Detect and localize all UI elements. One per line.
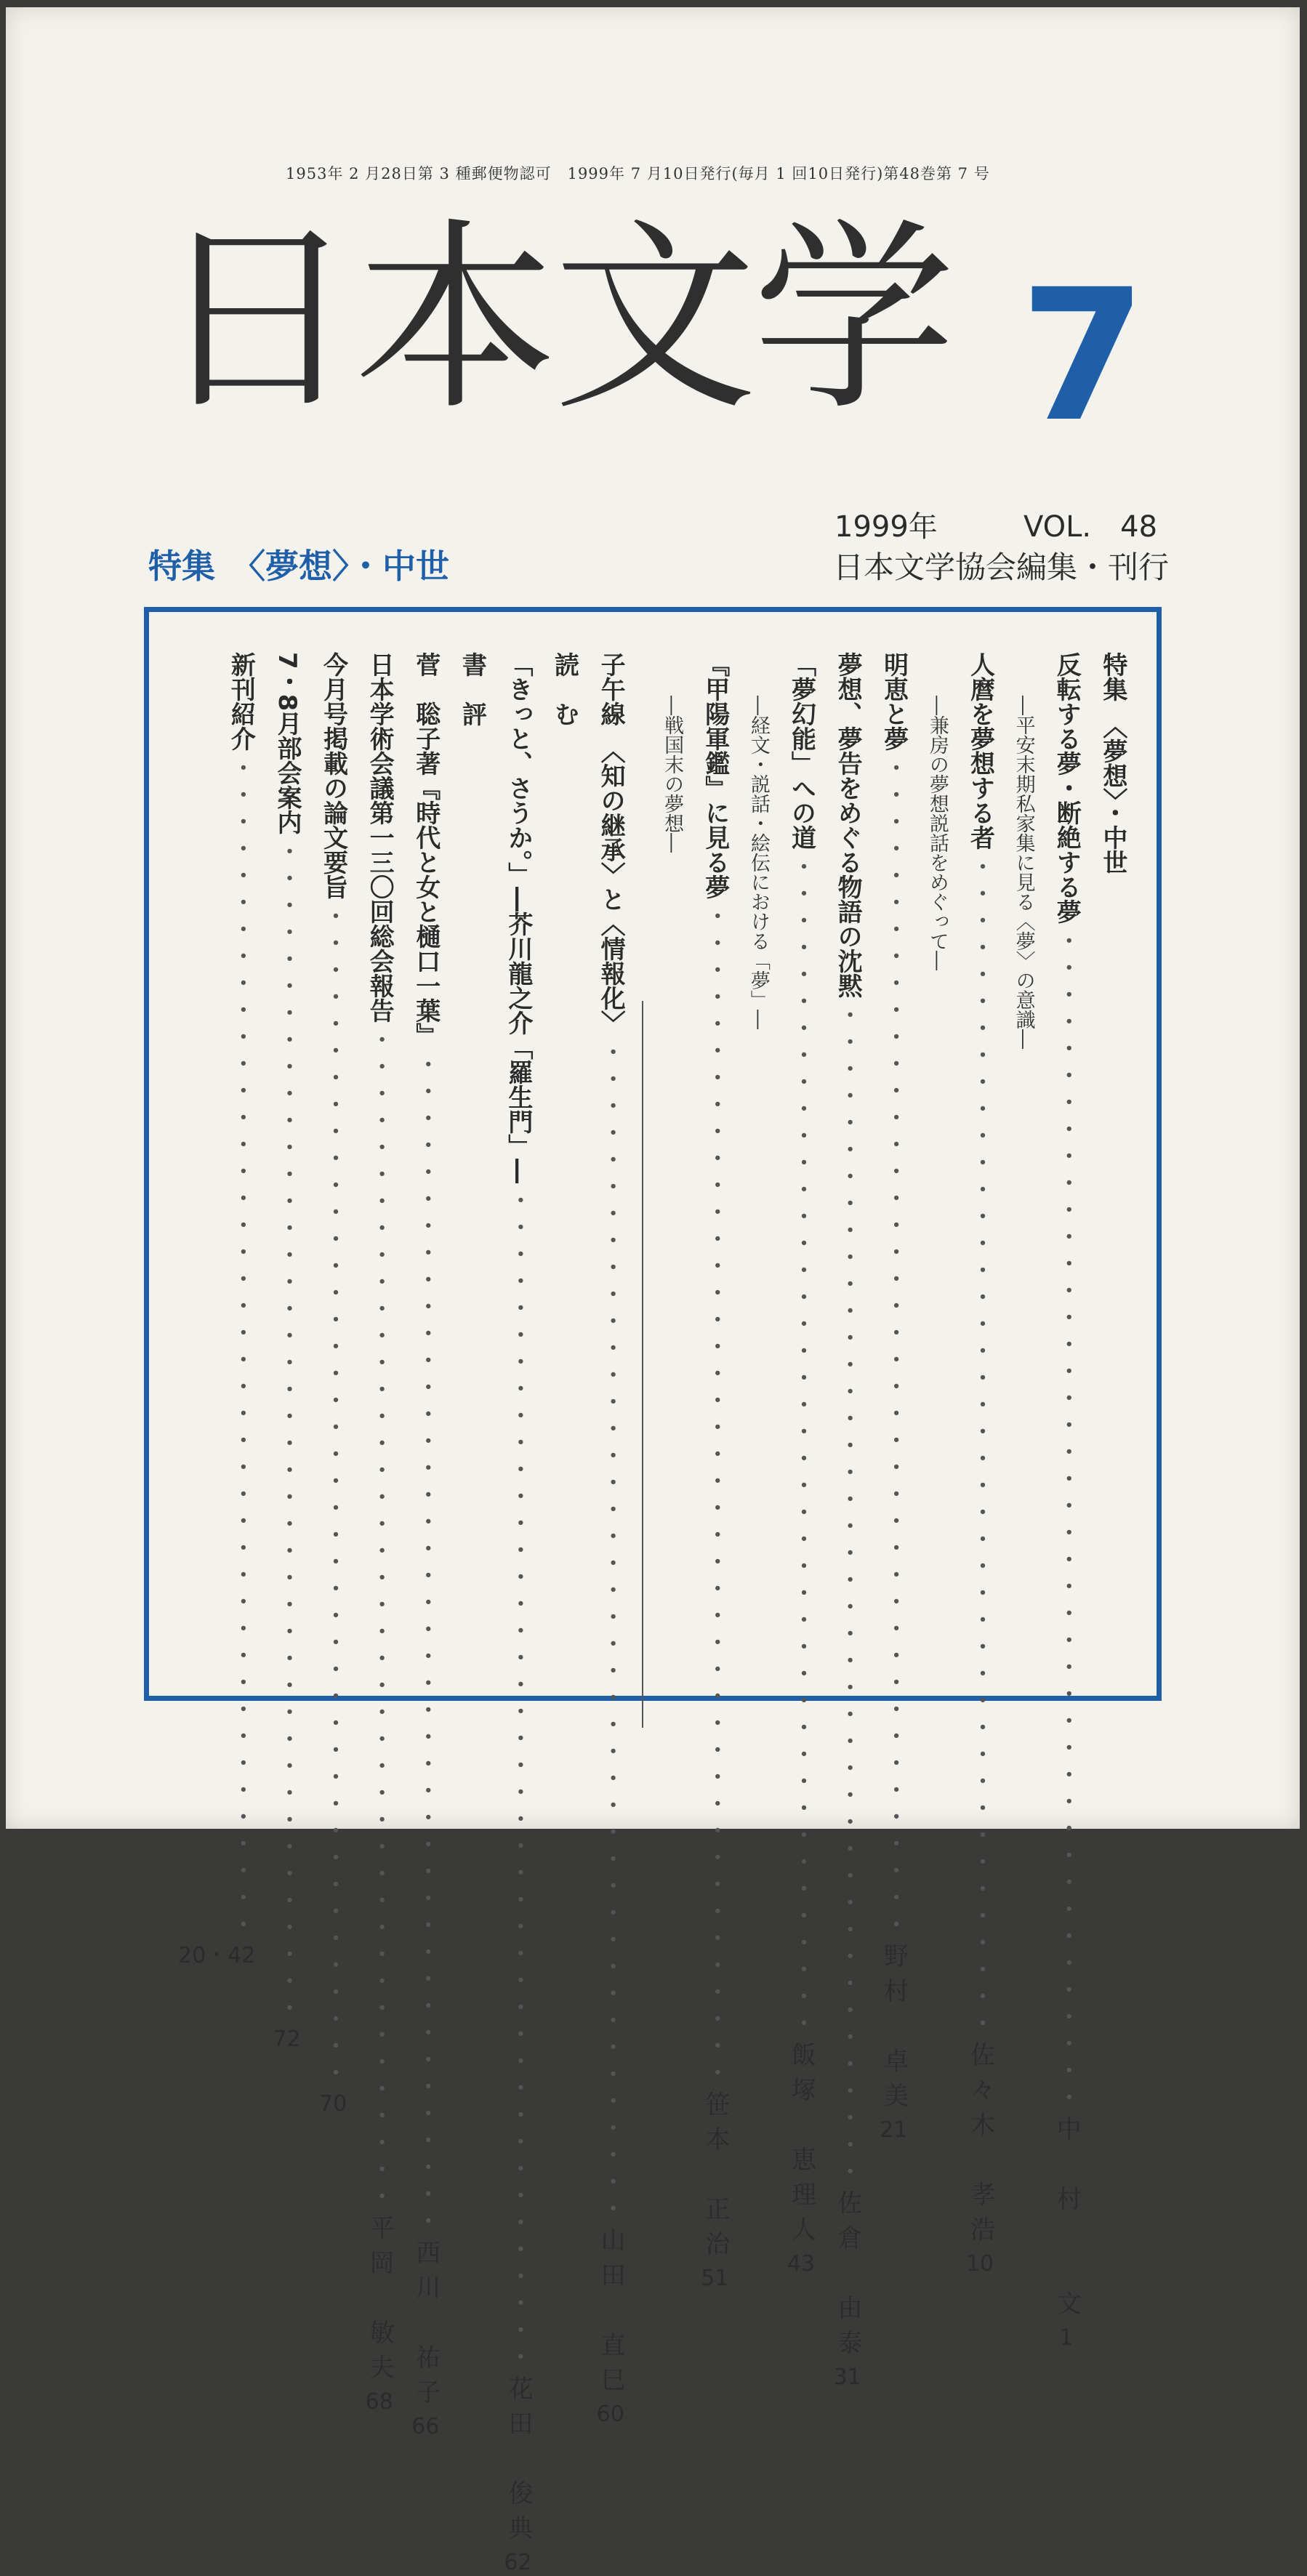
toc-entry-title: 夢想、夢告をめぐる物語の沈黙 [833,652,863,998]
toc-leader-dots: ・・・・・・・・・・・・・・・・・・・・・・・・・・・・・・・・・・・・・・・・・・・・ [226,755,256,1939]
magazine-title: 日本文学 [155,201,952,438]
toc-leader-dots: ・・・・・・・・・・・・・・・・・・・・・・・・・・・・・・・・・・・・・・・・・・・・ [272,839,302,2023]
toc-leader-dots: ・・・・・・・・・・・・・・・・・・・・・・・・・・・・・・・・・・・・・・・・・・・・ [879,755,909,1939]
toc-leader-dots: ・・・・・・・・・・・・・・・・・・・・・・・・・・・・・・・・・・・・・・・・・・・・ [833,1002,863,2186]
toc-entry-subtitle: ―平安末期私家集に見る〈夢〉の意識― [1012,696,1035,1049]
toc-entry-author: 佐倉 由泰 [833,2190,863,2364]
toc-entry-page: 70 [319,2091,347,2117]
toc-entry-title: 明恵と夢 [879,652,909,751]
toc-entry-title: 「きっと、さうか。」―芥川龍之介「羅生門」― [503,652,533,1183]
table-of-contents [144,607,1162,2575]
toc-entry [832,652,863,2390]
toc-entry [787,652,816,2277]
toc-entry-page: 66 [411,2414,440,2439]
toc-entry-author: 西川 祐子 [411,2239,441,2414]
toc-entry-page: 72 [273,2026,301,2053]
toc-entry [503,652,533,2575]
postal-notice: 1953年 2 月28日第 3 種郵便物認可 1999年 7 月10日発行(毎月 1 回10日発行)第48巻第 7 号 [286,165,990,182]
toc-entry [879,652,909,2143]
toc-entry-page: 1 [1059,2325,1074,2351]
toc-entry-title: 反転する夢・断絶する夢 [1052,652,1082,924]
issue-year: 1999年 [835,510,938,544]
toc-entry-page: 60 [596,2402,624,2427]
toc-divider [642,1001,643,1728]
toc-entry [457,652,487,1670]
toc-entry-page: 31 [833,2364,861,2390]
toc-entry-subtitle: ―戦国末の夢想― [661,696,684,853]
toc-entry-title: 「夢幻能」への道 [787,652,816,850]
toc-entry-subtitle: ―経文・説話・絵伝における「夢」― [747,696,770,1029]
toc-columns [178,652,1127,2575]
toc-leader-dots: ・・・・・・・・・・・・・・・・・・・・・・・・・・・・・・・・・・・・・・・・・・・・ [365,1027,395,2210]
toc-entry-title: 新刊紹介 [226,652,256,751]
toc-entry-page: 10 [965,2251,994,2277]
feature-title: 特集 〈夢想〉・中世 [148,547,449,586]
toc-leader-dots: ・・・・・・・・・・・・・・・・・・・・・・・・・・・・・・・・・・・・・・・・・・・・ [787,854,816,2037]
volume-label: VOL. 48 [1024,510,1158,544]
toc-entry [272,652,302,2053]
toc-leader-dots: ・・・・・・・・・・・・・・・・・・・・・・・・・・・・・・・・・・・・・・・・・・・・ [503,1188,533,2371]
toc-entry-title: 読 む [550,652,579,726]
toc-feature-header: 特集 〈夢想〉・中世 [1098,652,1127,874]
toc-entry-author: 花田 俊典 [503,2375,533,2550]
toc-entry-page: 20・42 [178,1943,256,1968]
toc-entry-author: 山田 直巳 [596,2227,626,2402]
publisher-label: 日本文学協会編集・刊行 [833,550,1170,585]
toc-entry-page: 21 [880,2117,908,2143]
toc-entry [965,652,995,2277]
toc-leader-dots: ・・・・・・・・・・・・・・・・・・・・・・・・・・・・・・・・・・・・・・・・・・・・ [1052,928,1082,2112]
toc-entry-page: 62 [504,2550,532,2575]
issue-number: 7 [1020,250,1146,462]
toc-entry [550,652,579,1670]
toc-entry-author: 平岡 敏夫 [365,2215,395,2389]
toc-entry-page: 51 [701,2266,729,2291]
toc-entry-author: 笹本 正治 [700,2091,730,2266]
toc-entry-title: 書 評 [457,652,487,726]
toc-leader-dots: ・・・・・・・・・・・・・・・・・・・・・・・・・・・・・・・・・・・・・・・・・・・・ [318,903,348,2087]
toc-entry [700,652,730,2291]
toc-entry-author: 飯塚 恵理人 [787,2042,816,2251]
toc-entry-title: 菅 聡子著『時代と女と樋口一葉』 [411,652,441,1047]
toc-entry-author: 野村 卓美 [879,1943,909,2117]
toc-entry [178,652,256,1968]
toc-leader-dots: ・・・・・・・・・・・・・・・・・・・・・・・・・・・・・・・・・・・・・・・・・・・・ [596,1039,626,2223]
toc-entry [364,652,395,2415]
toc-entry-title: 7・8月部会案内 [272,652,302,835]
toc-entry-title: 『甲陽軍鑑』に見る夢 [700,652,730,899]
toc-entry-title: 人麿を夢想する者 [965,652,995,850]
toc-entry-author: 中 村 文 [1052,2116,1082,2325]
toc-entry-title: 子午線 〈知の継承〉と〈情報化〉 [596,652,626,1035]
toc-entry-page: 43 [787,2251,816,2277]
toc-entry-page: 68 [365,2389,393,2415]
toc-leader-dots: ・・・・・・・・・・・・・・・・・・・・・・・・・・・・・・・・・・・・・・・・・・・・ [411,1052,441,2235]
toc-entry [318,652,348,2117]
toc-entry [595,652,626,2427]
toc-entry [1051,652,1082,2351]
toc-entry-subtitle: ―兼房の夢想説話をめぐって― [925,696,949,970]
toc-leader-dots: ・・・・・・・・・・・・・・・・・・・・・・・・・・・・・・・・・・・・・・・・・・・・ [700,903,730,2087]
magazine-cover [6,7,1300,2575]
toc-entry-title: 今月号掲載の論文要旨 [318,652,348,899]
toc-leader-dots: ・・・・・・・・・・・・・・・・・・・・・・・・・・・・・・・・・・・・・・・・・・・・ [965,854,995,2037]
toc-entry-author: 佐々木 孝浩 [965,2042,995,2251]
toc-entry [411,652,441,2439]
toc-entry-title: 日本学術会議第一三〇回総会報告 [365,652,395,1023]
